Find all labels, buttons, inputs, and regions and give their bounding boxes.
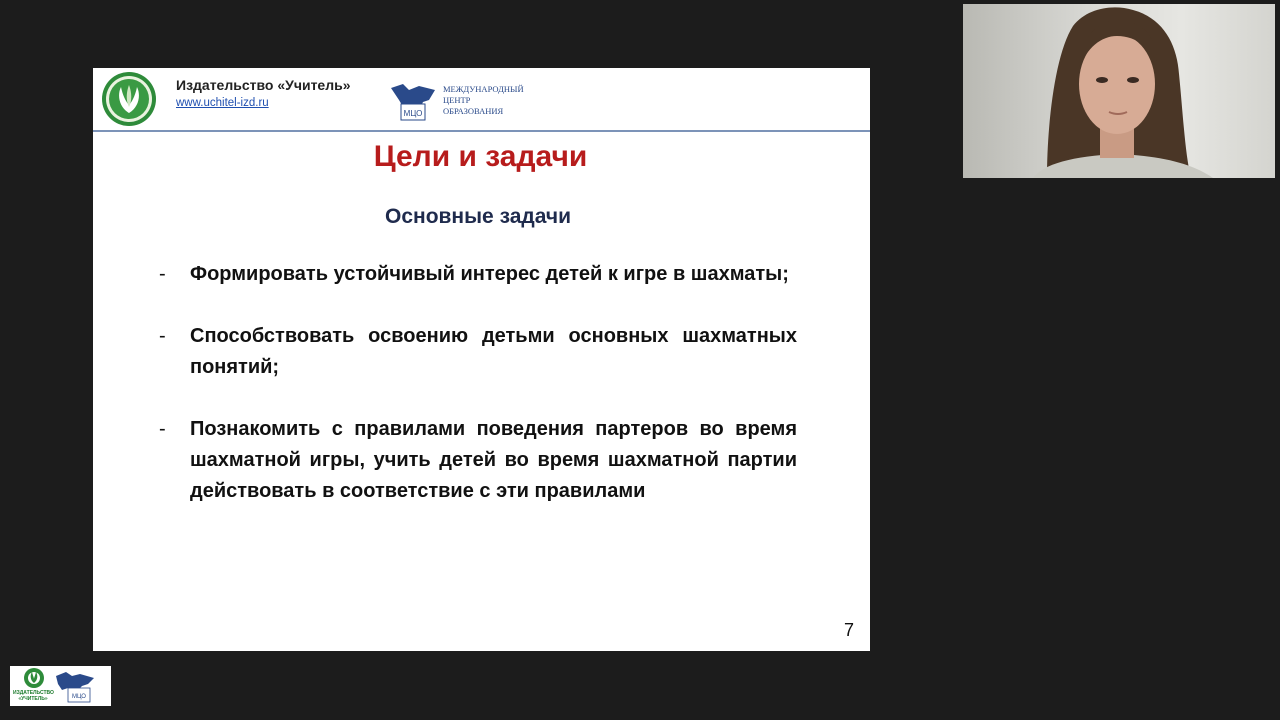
corner-watermark-logo xyxy=(10,666,111,706)
partner-badge: МЦО xyxy=(403,109,423,118)
list-item xyxy=(159,259,797,290)
corner-logo-text xyxy=(13,690,53,702)
uchitel-leaf-icon xyxy=(101,71,157,127)
slide-subtitle: Основные задачи xyxy=(385,205,571,228)
presenter-webcam xyxy=(963,4,1275,178)
task-text: Познакомить с правилами поведения партеров во время шахматной игры, учить детей во время шахматной партии действовать в соответствие с эти правилами xyxy=(190,418,797,502)
slide-page-number: 7 xyxy=(843,620,854,640)
list-item xyxy=(159,414,797,507)
partner-line: ЦЕНТР xyxy=(443,95,471,105)
slide-header xyxy=(93,68,870,130)
list-dash: - xyxy=(159,418,166,440)
task-text: Формировать устойчивый интерес детей к игре в шахматы; xyxy=(190,263,789,285)
publisher-name: Издательство «Учитель» xyxy=(176,77,351,93)
task-list xyxy=(159,259,797,538)
corner-line: «УЧИТЕЛЬ» xyxy=(18,696,48,702)
slide-title: Цели и задачи xyxy=(373,140,588,173)
partner-name xyxy=(443,84,523,117)
partner-line: МЕЖДУНАРОДНЫЙ xyxy=(443,84,524,94)
list-item xyxy=(159,321,797,383)
list-dash: - xyxy=(159,263,166,285)
presenter-avatar-icon xyxy=(963,4,1275,178)
partner-line: ОБРАЗОВАНИЯ xyxy=(443,106,504,116)
header-divider xyxy=(93,130,870,132)
publisher-url-link[interactable]: www.uchitel-izd.ru xyxy=(176,97,269,109)
task-text: Способствовать освоению детьми основных шахматных понятий; xyxy=(190,325,797,378)
globe-map-icon xyxy=(389,80,437,124)
presentation-slide xyxy=(93,68,870,651)
corner-line: ИЗДАТЕЛЬСТВО xyxy=(13,690,54,696)
list-dash: - xyxy=(159,325,166,347)
corner-badge: МЦО xyxy=(72,694,86,700)
